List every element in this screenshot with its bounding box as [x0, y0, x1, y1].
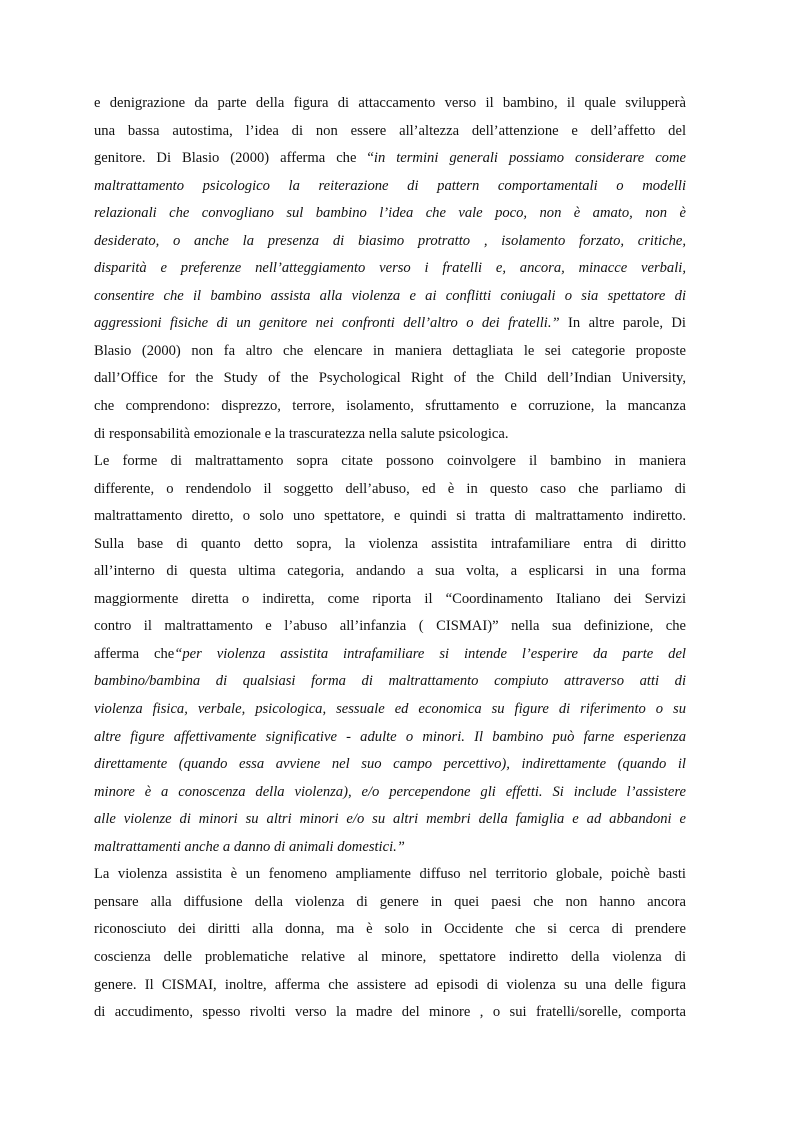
text-run: Sulla base di quanto detto sopra, la violenza assistita intrafamiliare entra di diritto	[94, 535, 686, 552]
text-line	[94, 173, 686, 201]
text-line	[94, 365, 686, 393]
text-line	[94, 779, 686, 807]
text-line	[94, 751, 686, 779]
text-line	[94, 558, 686, 586]
text-line	[94, 806, 686, 834]
text-line	[94, 696, 686, 724]
text-run: Blasio (2000) non fa altro che elencare in maniera dettagliata le sei categorie proposte	[94, 342, 686, 359]
text-line	[94, 972, 686, 1000]
text-run: di responsabilità emozionale e la trascuratezza nella salute psicologica.	[94, 425, 509, 442]
text-run: una bassa autostima, l’idea di non essere all’altezza dell’attenzione e dell’affetto del	[94, 122, 686, 139]
text-run: pensare alla diffusione della violenza di genere in quei paesi che non hanno ancora	[94, 893, 686, 910]
text-run: afferma che	[94, 645, 175, 662]
text-line	[94, 861, 686, 889]
italic-quote-text: maltrattamenti anche a danno di animali domestici.”	[94, 838, 405, 855]
text-line	[94, 90, 686, 118]
text-line	[94, 448, 686, 476]
italic-quote-text: “per violenza assistita intrafamiliare si intende l’esperire da parte del	[174, 645, 686, 662]
text-run: genitore. Di Blasio (2000) afferma che “	[94, 150, 374, 167]
body-text	[94, 90, 686, 1027]
text-run: all’interno di questa ultima categoria, andando a sua volta, a esplicarsi in una forma	[94, 563, 686, 580]
text-line	[94, 118, 686, 146]
italic-quote-text: relazionali che convogliano sul bambino l’idea che vale poco, non è amato, non è	[94, 205, 686, 222]
text-line	[94, 641, 686, 669]
text-line	[94, 145, 686, 173]
text-run: di accudimento, spesso rivolti verso la madre del minore , o sui fratelli/sorelle, comporta	[94, 1004, 686, 1021]
text-line	[94, 476, 686, 504]
text-line	[94, 200, 686, 228]
text-line	[94, 310, 686, 338]
italic-quote-text: desiderato, o anche la presenza di biasimo protratto , isolamento forzato, critiche,	[94, 232, 686, 249]
text-line	[94, 999, 686, 1027]
text-line	[94, 531, 686, 559]
italic-quote-text: violenza fisica, verbale, psicologica, sessuale ed economica su figure di riferimento o su	[94, 701, 686, 718]
text-run: In altre parole, Di	[559, 315, 686, 332]
text-line	[94, 283, 686, 311]
text-line	[94, 668, 686, 696]
text-line	[94, 724, 686, 752]
text-line	[94, 944, 686, 972]
italic-quote-text: in termini generali possiamo considerare come	[373, 150, 686, 167]
text-line	[94, 613, 686, 641]
italic-quote-text: bambino/bambina di qualsiasi forma di maltrattamento compiuto attraverso atti di	[94, 673, 686, 690]
text-run: genere. Il CISMAI, inoltre, afferma che assistere ad episodi di violenza su una delle figura	[94, 976, 686, 993]
text-line	[94, 503, 686, 531]
text-run: La violenza assistita è un fenomeno ampliamente diffuso nel territorio globale, poichè basti	[94, 866, 686, 883]
document-page	[94, 90, 686, 1027]
italic-quote-text: consentire che il bambino assista alla violenza e ai conflitti coniugali o sia spettatore di	[94, 287, 686, 304]
text-run: differente, o rendendolo il soggetto dell’abuso, ed è in questo caso che parliamo di	[94, 480, 686, 497]
text-line	[94, 255, 686, 283]
italic-quote-text: minore è a conoscenza della violenza), e/o percependone gli effetti. Si include l’assistere	[94, 783, 686, 800]
text-line	[94, 421, 686, 449]
text-line	[94, 228, 686, 256]
text-run: contro il maltrattamento e l’abuso all’infanzia ( CISMAI)” nella sua definizione, che	[94, 618, 686, 635]
text-line	[94, 586, 686, 614]
text-run: maggiormente diretta o indiretta, come riporta il “Coordinamento Italiano dei Servizi	[94, 590, 686, 607]
text-line	[94, 889, 686, 917]
text-run: riconosciuto dei diritti alla donna, ma è solo in Occidente che si cerca di prendere	[94, 921, 686, 938]
text-line	[94, 916, 686, 944]
italic-quote-text: maltrattamento psicologico la reiterazione di pattern comportamentali o modelli	[94, 177, 686, 194]
text-line	[94, 393, 686, 421]
italic-quote-text: direttamente (quando essa avviene nel suo campo percettivo), indirettamente (quando il	[94, 756, 686, 773]
text-run: che comprendono: disprezzo, terrore, isolamento, sfruttamento e corruzione, la mancanza	[94, 398, 686, 415]
text-line	[94, 338, 686, 366]
text-run: Le forme di maltrattamento sopra citate possono coinvolgere il bambino in maniera	[94, 453, 686, 470]
text-line	[94, 834, 686, 862]
italic-quote-text: disparità e preferenze nell’atteggiamento verso i fratelli e, ancora, minacce verbali,	[94, 260, 686, 277]
text-run: maltrattamento diretto, o solo uno spettatore, e quindi si tratta di maltrattamento indiretto.	[94, 508, 686, 525]
text-run: dall’Office for the Study of the Psychological Right of the Child dell’Indian University,	[94, 370, 686, 387]
italic-quote-text: altre figure affettivamente significative - adulte o minori. Il bambino può farne esperienza	[94, 728, 686, 745]
text-run: coscienza delle problematiche relative al minore, spettatore indiretto della violenza di	[94, 948, 686, 965]
italic-quote-text: aggressioni fisiche di un genitore nei confronti dell’altro o dei fratelli.”	[94, 315, 560, 332]
italic-quote-text: alle violenze di minori su altri minori e/o su altri membri della famiglia e ad abbandoni e	[94, 811, 686, 828]
text-run: e denigrazione da parte della figura di attaccamento verso il bambino, il quale svilupperà	[94, 95, 686, 111]
